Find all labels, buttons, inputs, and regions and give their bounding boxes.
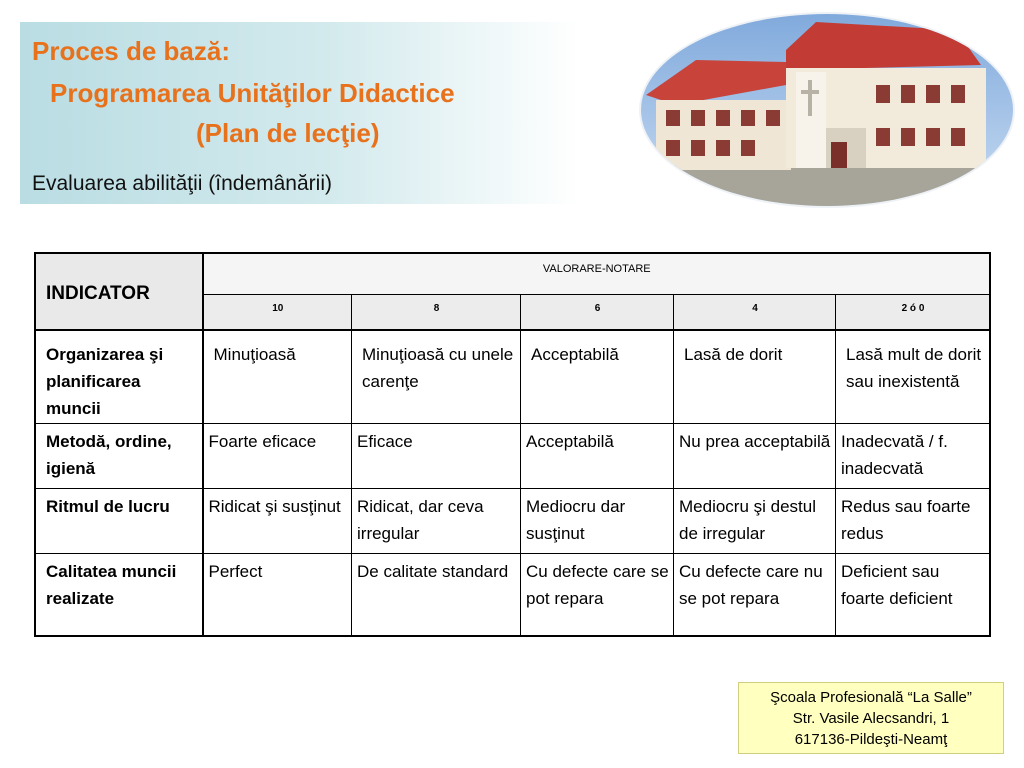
table-cell: Cu defecte care se pot repara bbox=[521, 554, 674, 636]
table-cell: Acceptabilă bbox=[521, 424, 674, 489]
table-cell: Redus sau foarte redus bbox=[836, 489, 990, 554]
score-header: 6 bbox=[521, 295, 674, 330]
indicator-cell: Ritmul de lucru bbox=[36, 489, 203, 554]
table-cell: Minuţioasă cu unele carenţe bbox=[352, 330, 521, 424]
score-header: 4 bbox=[674, 295, 836, 330]
table-cell: Cu defecte care nu se pot repara bbox=[674, 554, 836, 636]
table-cell: Ridicat, dar ceva irregular bbox=[352, 489, 521, 554]
table-cell: Nu prea acceptabilă bbox=[674, 424, 836, 489]
title-line-1: Proces de bază: bbox=[32, 36, 230, 66]
table-row bbox=[36, 554, 990, 636]
table-row bbox=[36, 330, 990, 424]
evaluation-rubric-table bbox=[35, 253, 990, 636]
valuation-group-header: VALORARE-NOTARE bbox=[203, 254, 990, 295]
table-cell: Mediocru dar susţinut bbox=[521, 489, 674, 554]
subtitle: Evaluarea abilităţii (îndemânării) bbox=[32, 172, 332, 195]
table-cell: Foarte eficace bbox=[203, 424, 352, 489]
school-address-box bbox=[738, 682, 1004, 754]
table-cell: Lasă mult de dorit sau inexistentă bbox=[836, 330, 990, 424]
table-cell: Mediocru şi destul de irregular bbox=[674, 489, 836, 554]
table-cell: Ridicat şi susţinut bbox=[203, 489, 352, 554]
table-cell: Minuţioasă bbox=[203, 330, 352, 424]
school-street: Str. Vasile Alecsandri, 1 bbox=[792, 710, 950, 727]
title-line-2: Programarea Unităţilor Didactice bbox=[50, 78, 455, 108]
score-header: 8 bbox=[352, 295, 521, 330]
title-line-3: (Plan de lecţie) bbox=[196, 118, 380, 148]
table-cell: Eficace bbox=[352, 424, 521, 489]
table-cell: Acceptabilă bbox=[521, 330, 674, 424]
score-header: 2 ó 0 bbox=[836, 295, 990, 330]
table-row bbox=[36, 424, 990, 489]
table-cell: Inadecvată / f. inadecvată bbox=[836, 424, 990, 489]
school-name: Şcoala Profesională “La Salle” bbox=[770, 689, 972, 706]
table-cell: Lasă de dorit bbox=[674, 330, 836, 424]
table-cell: Deficient sau foarte deficient bbox=[836, 554, 990, 636]
table-cell: De calitate standard bbox=[352, 554, 521, 636]
school-building-photo bbox=[636, 10, 1018, 210]
indicator-cell: Metodă, ordine, igienă bbox=[36, 424, 203, 489]
table-cell: Perfect bbox=[203, 554, 352, 636]
score-header: 10 bbox=[203, 295, 352, 330]
indicator-cell: Calitatea muncii realizate bbox=[36, 554, 203, 636]
table-row bbox=[36, 489, 990, 554]
indicator-header: INDICATOR bbox=[36, 254, 203, 330]
school-city: 617136-Pildeşti-Neamţ bbox=[794, 731, 948, 748]
indicator-cell: Organizarea şi planificarea muncii bbox=[36, 330, 203, 424]
